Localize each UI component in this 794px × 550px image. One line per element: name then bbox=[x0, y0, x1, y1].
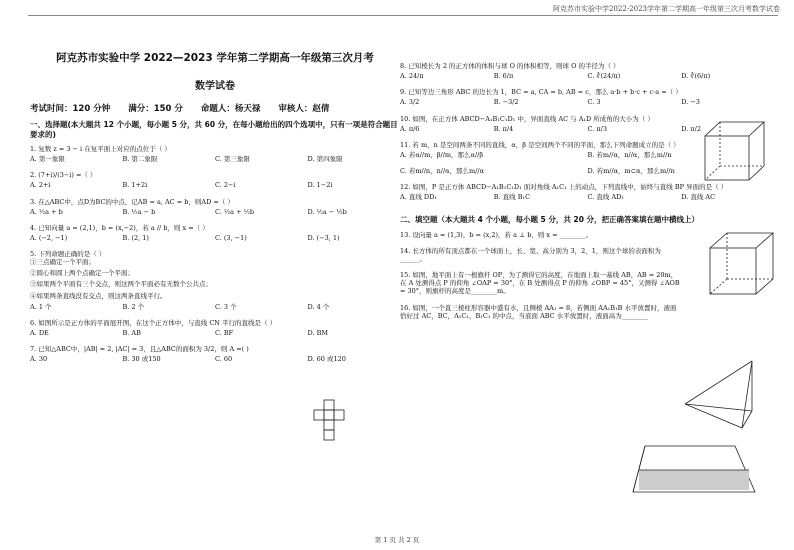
option-d: D. 直线 AC bbox=[681, 193, 716, 202]
prism-figure bbox=[625, 442, 765, 498]
question-options bbox=[30, 181, 400, 189]
option-d: D. 4 个 bbox=[307, 302, 330, 311]
option-c: C. 60 bbox=[215, 355, 233, 364]
exam-title: 阿克苏市实验中学 2022—2023 学年第二学期高一年级第三次月考 bbox=[56, 52, 374, 64]
section-2-heading: 二、填空题（本大题共 4 个小题，每小题 5 分，共 20 分，把正确答案填在题中横线上） bbox=[400, 215, 700, 225]
question-stem: 1. 复数 z = 3 − i 在复平面上对应的点位于（ ） bbox=[30, 145, 171, 153]
question-item bbox=[30, 250, 400, 311]
option-a: A. DE bbox=[30, 328, 49, 337]
option-a: A. 若α//m，β//m，那么α//β bbox=[400, 150, 484, 159]
option-a: A. ½a + b bbox=[30, 207, 63, 216]
question-stem: 11. 若 m，n 是空间两条不同的直线，α，β 是空间两个不同的平面，那么下列命题成立的是（ ） bbox=[400, 140, 680, 149]
option-b: B. 第二象限 bbox=[122, 155, 158, 164]
option-d: D. ∛(6/π) bbox=[681, 72, 711, 81]
option-b: B. −3/2 bbox=[493, 98, 519, 107]
question-stem: 10. 如图，在正方体 ABCD−A₁B₁C₁D₁ 中，异面直线 AC 与 A₁D 所成角的大小为（ ） bbox=[400, 114, 654, 123]
option-d: D. π/2 bbox=[681, 124, 701, 133]
question-stem: 7. 已知△ABC中，|AB| = 2, |AC| = 3，且△ABC的面积为 3/2，则 A =( ) bbox=[30, 345, 249, 353]
option-c: C. 若m//n，n//α，那么m//α bbox=[400, 167, 484, 175]
exam-score: 满分：150 分 bbox=[128, 103, 183, 114]
option-c: C. BF bbox=[215, 328, 234, 337]
option-b: B. 6/π bbox=[493, 72, 514, 81]
option-c: C. 3 个 bbox=[215, 302, 237, 311]
fill-question: 16. 如图，一个直三棱柱形容器中盛有水，且侧棱 AA₁ = 8，若侧面 AA₁B₁B 水平放置时，液面恰好过 AC，BC，A₁C₁，B₁C₁ 的中点，当底面 ABC 水平放置时，液面高为________ bbox=[400, 303, 677, 320]
question-statement: ①三点确定一个平面； bbox=[30, 258, 95, 267]
question-item bbox=[30, 198, 400, 216]
option-d: D. 60 或120 bbox=[307, 355, 346, 364]
exam-subtitle: 数学试卷 bbox=[195, 81, 235, 93]
question-item bbox=[30, 224, 400, 242]
option-a: A. π/6 bbox=[400, 124, 420, 133]
option-a: A. 2+i bbox=[30, 181, 51, 190]
option-a: A. (−2, −1) bbox=[30, 233, 68, 242]
fill-question: 14. 长方体的所有顶点都在一个球面上，长、宽、高分别为 3，2，1，则这个球的表面积为______。 bbox=[400, 246, 661, 263]
exam-time: 考试时间：120 分钟 bbox=[30, 103, 111, 114]
cube-figure-q10 bbox=[700, 118, 770, 188]
left-question-list bbox=[30, 145, 400, 363]
question-stem: 12. 如图，P 是正方体 ABCD−A₁B₁C₁D₁ 面对角线 A₁C₁ 上的动点，下列直线中，始终与直线 BP 异面的是（ ） bbox=[400, 183, 728, 192]
exam-info bbox=[30, 104, 400, 115]
option-a: A. 1 个 bbox=[30, 302, 52, 311]
option-c: C. 直线 AD₁ bbox=[587, 193, 624, 202]
option-a: A. 3/2 bbox=[400, 98, 420, 107]
page-header: 阿克苏市实验中学2022-2023学年第二学期高一年级第三次月考数学试卷 bbox=[553, 5, 780, 13]
option-b: B. 1+2i bbox=[122, 181, 148, 190]
option-c: C. π/3 bbox=[587, 124, 607, 133]
question-stem: 4. 已知向量 a = (2,1)，b = (x,−2)，若 a // b，则 x =（ ） bbox=[30, 223, 209, 232]
question-item bbox=[30, 345, 400, 363]
question-options bbox=[30, 208, 400, 216]
question-statement: ②圆心和圆上两个点确定一个平面； bbox=[30, 269, 134, 278]
flagpole-figure bbox=[680, 356, 780, 436]
option-d: D. ½a − ½b bbox=[307, 207, 347, 216]
question-options bbox=[30, 329, 400, 337]
question-options bbox=[400, 193, 775, 201]
question-stem: 6. 如图所示是正方体的平面展开图，在这个正方体中，与直线 CN 平行的直线是（ ） bbox=[30, 318, 277, 327]
question-options bbox=[30, 234, 400, 242]
cube-net-figure bbox=[310, 398, 356, 454]
option-a: A. 24/π bbox=[400, 72, 424, 81]
question-options bbox=[30, 155, 400, 163]
option-c: C. (3, −1) bbox=[215, 233, 247, 242]
question-item bbox=[400, 62, 775, 80]
option-a: A. 30 bbox=[30, 355, 48, 364]
option-c: C. 第三象限 bbox=[215, 155, 250, 164]
question-stem: 2. (7+i)/(3−i) =（ ） bbox=[30, 171, 97, 180]
option-d: D. (−3, 1) bbox=[307, 233, 340, 242]
question-options bbox=[400, 72, 775, 80]
option-b: B. π/4 bbox=[493, 124, 514, 133]
question-item bbox=[30, 319, 400, 337]
option-b: B. AB bbox=[122, 328, 141, 337]
option-d: D. 若m//α，m⊂α，那么m//n bbox=[587, 167, 675, 175]
option-b: B. 直线 B₁C bbox=[493, 193, 531, 202]
question-options bbox=[30, 355, 400, 363]
option-d: D. 1−2i bbox=[307, 181, 333, 190]
exam-author: 命题人：杨天禄 bbox=[200, 103, 261, 114]
question-stem: 9. 已知等边三角形 ABC 的边长为 1，BC = a, CA = b, AB = c，那么 a·b + b·c + c·a =（ ） bbox=[400, 88, 682, 97]
fill-question: 13. 设向量 a = (1,3)，b = (x,2)，若 a ⊥ b，则 x = ________。 bbox=[400, 230, 593, 239]
question-statement: ③如果两个平面有三个交点，则这两个平面必有无数个公共点； bbox=[30, 280, 212, 289]
option-d: D. 第四象限 bbox=[307, 155, 343, 164]
option-d: D. −3 bbox=[681, 98, 700, 107]
option-c: C. ∛(24/π) bbox=[587, 72, 621, 81]
option-b: B. 2 个 bbox=[122, 302, 145, 311]
cube-figure-q12 bbox=[705, 228, 780, 300]
question-options bbox=[30, 303, 400, 311]
question-item bbox=[30, 171, 400, 189]
option-b: B. 若m//α，n//α，那么m//n bbox=[587, 150, 672, 159]
left-column bbox=[30, 22, 400, 371]
option-c: C. ½a + ½b bbox=[215, 207, 255, 216]
question-stem: 8. 已知棱长为 2 的正方体的体积与球 O 的体积相等，则球 O 的半径为（ ） bbox=[400, 62, 620, 70]
option-b: B. (2, 1) bbox=[122, 233, 149, 242]
question-stem: 3. 在△ABC中，点D为BC的中点，记AB = a, AC = b，则AD =（ ） bbox=[30, 197, 234, 206]
question-stem: 5. 下列命题正确的是（ ） bbox=[30, 250, 106, 258]
option-a: A. 第一象限 bbox=[30, 155, 65, 164]
option-b: B. ½a − b bbox=[122, 207, 156, 216]
exam-reviewer: 审核人：赵倩 bbox=[278, 103, 330, 114]
page-footer: 第 1 页 共 2 页 bbox=[374, 536, 420, 544]
question-options bbox=[400, 98, 775, 106]
question-item bbox=[30, 145, 400, 163]
question-item bbox=[400, 88, 775, 106]
option-d: D. BM bbox=[307, 328, 329, 337]
option-c: C. 3 bbox=[587, 98, 601, 107]
header-rule bbox=[28, 15, 778, 16]
option-a: A. 直线 DD₁ bbox=[400, 193, 437, 202]
question-statement: ④如果两条直线没有交点，则这两条直线平行。 bbox=[30, 291, 167, 300]
option-c: C. 2−i bbox=[215, 181, 236, 190]
option-b: B. 30 或150 bbox=[122, 355, 161, 364]
fill-question: 15. 如图，地平面上有一根旗杆 OP，为了测得它的高度，在地面上取一基线 AB，AB = 20m，在 A 处测得点 P 的仰角 ∠OAP = 30°，在 B 处测得点 P 的仰角 ∠OBP = 45°，又测得 ∠AOB = 30°，则旗杆的高度是________m。 bbox=[400, 271, 680, 296]
section-1-heading: 一、选择题(本大题共 12 个小题，每小题 5 分，共 60 分，在每小题给出的四个选项中，只有一项是符合题目要求的) bbox=[30, 120, 398, 139]
